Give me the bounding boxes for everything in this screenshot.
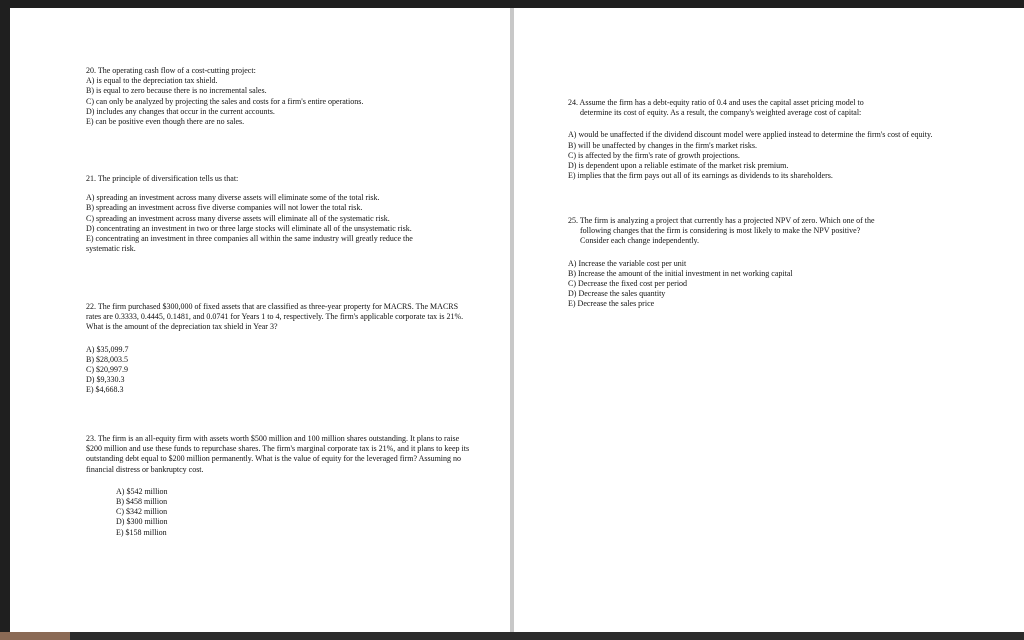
answer-options	[86, 487, 470, 538]
answer-option-b: B) will be unaffected by changes in the firm's market risks.	[568, 140, 758, 150]
answer-option-d: D) includes any changes that occur in the current accounts.	[86, 106, 275, 116]
answer-option-e: E) can be positive even though there are no sales.	[86, 117, 245, 127]
answer-option-b: B) $458 million	[116, 497, 168, 507]
question-stem: 24. Assume the firm has a debt-equity ratio of 0.4 and uses the capital asset pricing model to	[568, 98, 864, 107]
answer-option-d: D) is dependent upon a reliable estimate of the market risk premium.	[568, 161, 789, 171]
answer-option-c: C) $342 million	[116, 507, 168, 517]
question-22	[86, 302, 470, 396]
answer-option-e: E) concentrating an investment in three companies all within the same industry will greatly reduce the systematic risk.	[86, 234, 413, 254]
answer-option-c: C) is affected by the firm's rate of growth projections.	[568, 150, 740, 160]
answer-option-a: A) spreading an investment across many diverse assets will eliminate some of the total risk.	[86, 193, 380, 203]
answer-option-c: C) $20,997.9	[86, 365, 128, 375]
question-stem-continued: Consider each change independently.	[580, 236, 699, 246]
answer-option-a: A) $35,099.7	[86, 344, 129, 354]
question-stem: 20. The operating cash flow of a cost-cutting project:	[86, 66, 256, 75]
answer-options	[568, 130, 1008, 181]
answer-options	[86, 193, 506, 254]
question-25	[568, 216, 1008, 310]
question-21	[86, 174, 506, 254]
answer-option-d: D) concentrating an investment in two or three large stocks will eliminate all of the unsystematic risk.	[86, 223, 412, 233]
question-stem: 22. The firm purchased $300,000 of fixed assets that are classified as three-year property for MACRS. The MACRS rates are 0.3333, 0.4445, 0.1481, and 0.0741 for Years 1 to 4, respectively. The firm's applicable corporate tax is 21%. What is the amount of the depreciation tax shield in Year 3?	[86, 302, 464, 332]
answer-option-e: E) $4,668.3	[86, 385, 124, 395]
answer-options	[86, 345, 470, 396]
question-23	[86, 434, 470, 538]
question-20	[86, 66, 506, 127]
answer-option-b: B) Increase the amount of the initial investment in net working capital	[568, 268, 793, 278]
answer-options	[568, 259, 1008, 310]
taskbar-thumbnail[interactable]	[0, 632, 70, 640]
question-stem: 25. The firm is analyzing a project that currently has a projected NPV of zero. Which one of the	[568, 216, 875, 225]
document-page-right	[514, 8, 1024, 632]
answer-option-b: B) $28,003.5	[86, 354, 128, 364]
document-page-left	[10, 8, 510, 632]
answer-option-c: C) spreading an investment across many diverse assets will eliminate all of the systematic risk.	[86, 213, 390, 223]
answer-option-d: D) Decrease the sales quantity	[568, 289, 666, 299]
answer-option-a: A) Increase the variable cost per unit	[568, 258, 687, 268]
answer-option-c: C) can only be analyzed by projecting the sales and costs for a firm's entire operations.	[86, 96, 364, 106]
answer-option-e: E) $158 million	[116, 527, 167, 537]
answer-option-b: B) is equal to zero because there is no incremental sales.	[86, 86, 267, 96]
question-stem: 23. The firm is an all-equity firm with assets worth $500 million and 100 million shares outstanding. It plans to raise $200 million and use these funds to repurchase shares. The firm's marginal corporate tax is 21%, and it plans to keep its outstanding debt equal to $200 million permanently. What is the value of equity for the leveraged firm? Assuming no financial distress or bankruptcy cost.	[86, 434, 470, 474]
answer-option-c: C) Decrease the fixed cost per period	[568, 279, 688, 289]
answer-option-e: E) implies that the firm pays out all of its earnings as dividends to its shareholders.	[568, 171, 833, 181]
answer-options	[86, 76, 506, 127]
answer-option-a: A) $542 million	[116, 486, 168, 496]
answer-option-a: A) would be unaffected if the dividend discount model were applied instead to determine the firm's cost of equity.	[568, 130, 933, 140]
question-stem-continued: following changes that the firm is considering is most likely to make the NPV positive?	[580, 226, 861, 236]
answer-option-d: D) $300 million	[116, 517, 168, 527]
question-stem: 21. The principle of diversification tells us that:	[86, 174, 239, 183]
answer-option-a: A) is equal to the depreciation tax shield.	[86, 76, 218, 86]
answer-option-b: B) spreading an investment across five diverse companies will not lower the total risk.	[86, 203, 363, 213]
question-24	[568, 98, 1008, 181]
answer-option-e: E) Decrease the sales price	[568, 299, 655, 309]
answer-option-d: D) $9,330.3	[86, 375, 125, 385]
viewer-bottom-bar	[0, 632, 1024, 640]
question-stem-continued: determine its cost of equity. As a result, the company's weighted average cost of capital:	[580, 108, 862, 118]
